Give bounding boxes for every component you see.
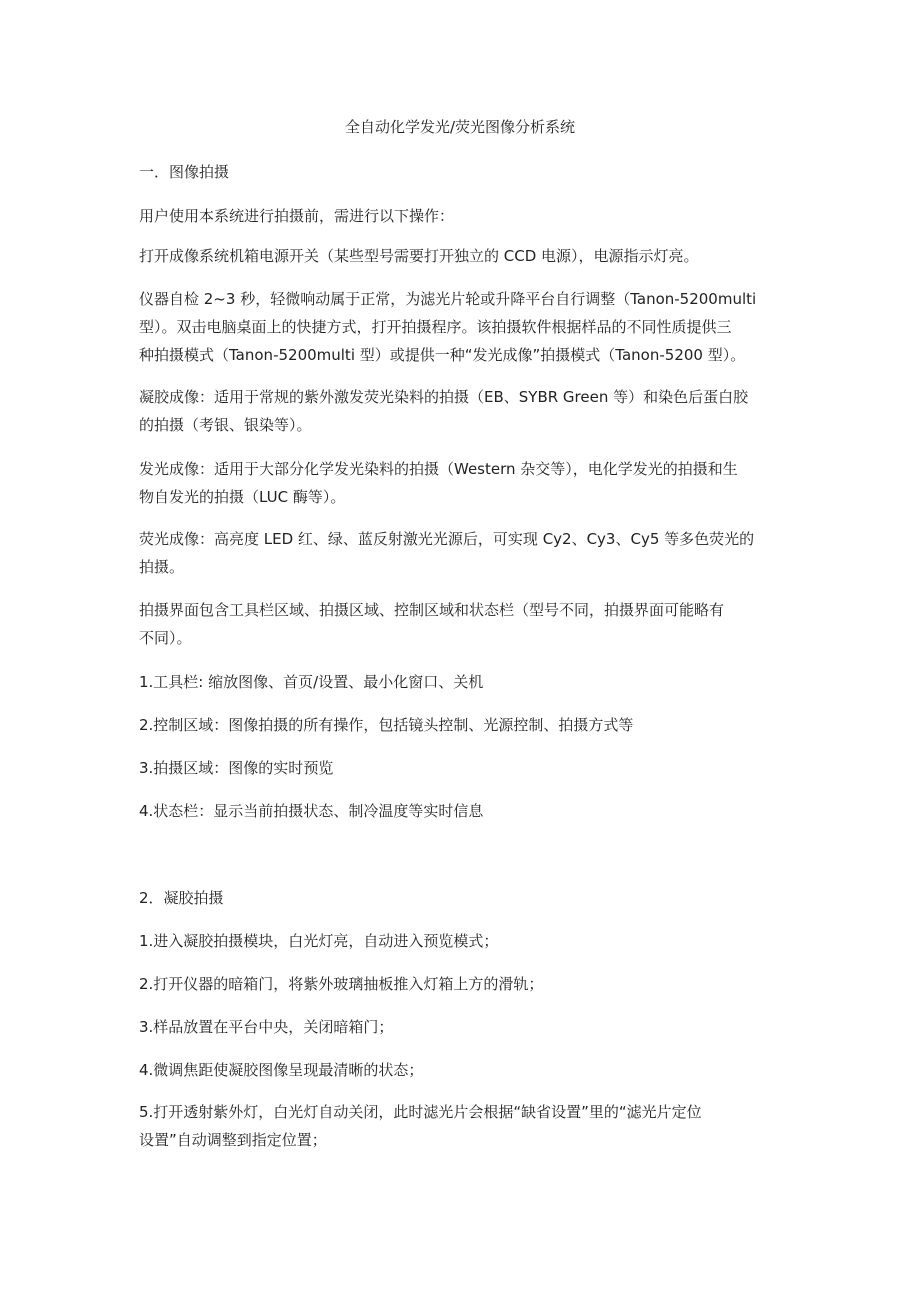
section1-heading: 一．图像拍摄 bbox=[139, 163, 230, 181]
luminescence-imaging-paragraph bbox=[139, 455, 784, 511]
gel-imaging-paragraph bbox=[139, 383, 784, 439]
fluorescence-imaging-paragraph bbox=[139, 525, 784, 581]
paragraph-line: 5.打开透射紫外灯，白光灯自动关闭，此时滤光片会根据“缺省设置”里的“滤光片定位 bbox=[139, 1103, 702, 1121]
paragraph-line: 拍摄。 bbox=[139, 558, 185, 576]
self-check-paragraph bbox=[139, 285, 784, 369]
paragraph-line: 拍摄界面包含工具栏区域、拍摄区域、控制区域和状态栏（型号不同，拍摄界面可能略有 bbox=[139, 601, 725, 619]
list-item-toolbar: 1.工具栏: 缩放图像、首页/设置、最小化窗口、关机 bbox=[139, 673, 484, 691]
list-item-capture-area: 3.拍摄区域：图像的实时预览 bbox=[139, 759, 334, 777]
intro-paragraph: 用户使用本系统进行拍摄前，需进行以下操作： bbox=[139, 207, 455, 225]
document-title: 全自动化学发光/荧光图像分析系统 bbox=[344, 118, 576, 136]
paragraph-line: 的拍摄（考银、银染等）。 bbox=[139, 416, 312, 434]
paragraph-line: 荧光成像：高亮度 LED 红、绿、蓝反射激光光源后，可实现 Cy2、Cy3、Cy5 等多色荧光的 bbox=[139, 530, 755, 548]
step-3: 3.样品放置在平台中央，关闭暗箱门； bbox=[139, 1018, 394, 1036]
power-on-paragraph: 打开成像系统机箱电源开关（某些型号需要打开独立的 CCD 电源），电源指示灯亮。 bbox=[139, 247, 699, 265]
section2-heading: 2．凝胶拍摄 bbox=[139, 889, 224, 907]
paragraph-line: 种拍摄模式（Tanon-5200multi 型）或提供一种“发光成像”拍摄模式（Tanon-5200 型）。 bbox=[139, 346, 746, 364]
list-item-control-area: 2.控制区域：图像拍摄的所有操作，包括镜头控制、光源控制、拍摄方式等 bbox=[139, 716, 634, 734]
paragraph-line: 凝胶成像：适用于常规的紫外激发荧光染料的拍摄（EB、SYBR Green 等）和染色后蛋白胶 bbox=[139, 388, 749, 406]
paragraph-line: 物自发光的拍摄（LUC 酶等）。 bbox=[139, 488, 346, 506]
step-4: 4.微调焦距使凝胶图像呈现最清晰的状态； bbox=[139, 1061, 424, 1079]
paragraph-line: 不同）。 bbox=[139, 629, 192, 647]
paragraph-line: 发光成像：适用于大部分化学发光染料的拍摄（Western 杂交等），电化学发光的拍摄和生 bbox=[139, 460, 738, 478]
interface-description-paragraph bbox=[139, 596, 784, 652]
step-1: 1.进入凝胶拍摄模块，白光灯亮，自动进入预览模式； bbox=[139, 932, 499, 950]
step-2: 2.打开仪器的暗箱门，将紫外玻璃抽板推入灯箱上方的滑轨； bbox=[139, 975, 544, 993]
paragraph-line: 仪器自检 2~3 秒，轻微响动属于正常，为滤光片轮或升降平台自行调整（Tanon-5200multi bbox=[139, 290, 757, 308]
step-5 bbox=[139, 1098, 784, 1154]
paragraph-line: 型）。双击电脑桌面上的快捷方式，打开拍摄程序。该拍摄软件根据样品的不同性质提供三 bbox=[139, 318, 732, 336]
list-item-status-bar: 4.状态栏：显示当前拍摄状态、制冷温度等实时信息 bbox=[139, 802, 484, 820]
paragraph-line: 设置”自动调整到指定位置； bbox=[139, 1131, 327, 1149]
